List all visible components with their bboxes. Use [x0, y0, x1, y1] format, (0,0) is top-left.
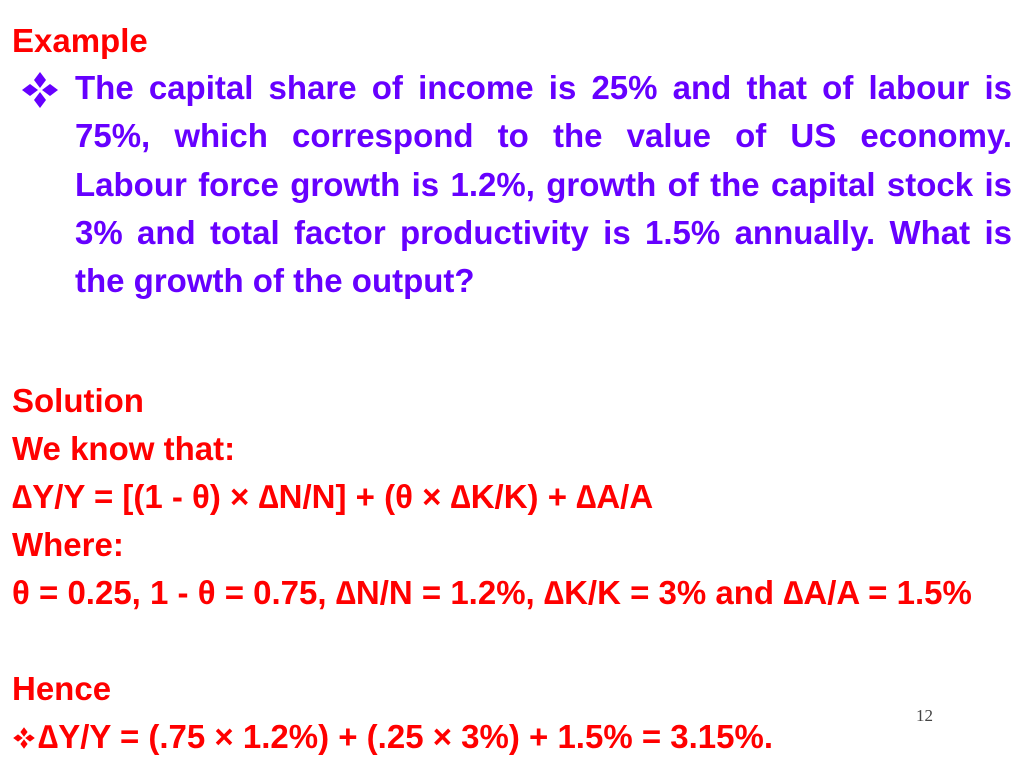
problem-statement: The capital share of income is 25% and that of labour is 75%, which correspond to the value of US economy. Labour force growth is 1.2%, growth of the capital stock is 3% and total factor productivity is 1.5% annually. What is the growth of the output?: [75, 69, 1012, 300]
growth-formula: ∆Y/Y = [(1 - θ) × ∆N/N] + (θ × ∆K/K) + ∆A/A: [12, 478, 654, 515]
result-equation: ∆Y/Y = (.75 × 1.2%) + (.25 × 3%) + 1.5% = 3.15%.: [38, 718, 774, 755]
diamond-bullet-icon: [12, 726, 36, 750]
solution-heading: Solution: [12, 382, 144, 419]
solution-intro: We know that:: [12, 430, 236, 467]
diamond-bullet-icon: [20, 70, 60, 110]
parameter-values: θ = 0.25, 1 - θ = 0.75, ∆N/N = 1.2%, ∆K/K = 3% and ∆A/A = 1.5%: [12, 574, 972, 611]
result-line: [12, 713, 773, 761]
where-label: Where:: [12, 526, 124, 563]
hence-label: Hence: [12, 670, 112, 707]
example-heading: Example: [12, 22, 148, 59]
page-number: 12: [916, 706, 933, 725]
